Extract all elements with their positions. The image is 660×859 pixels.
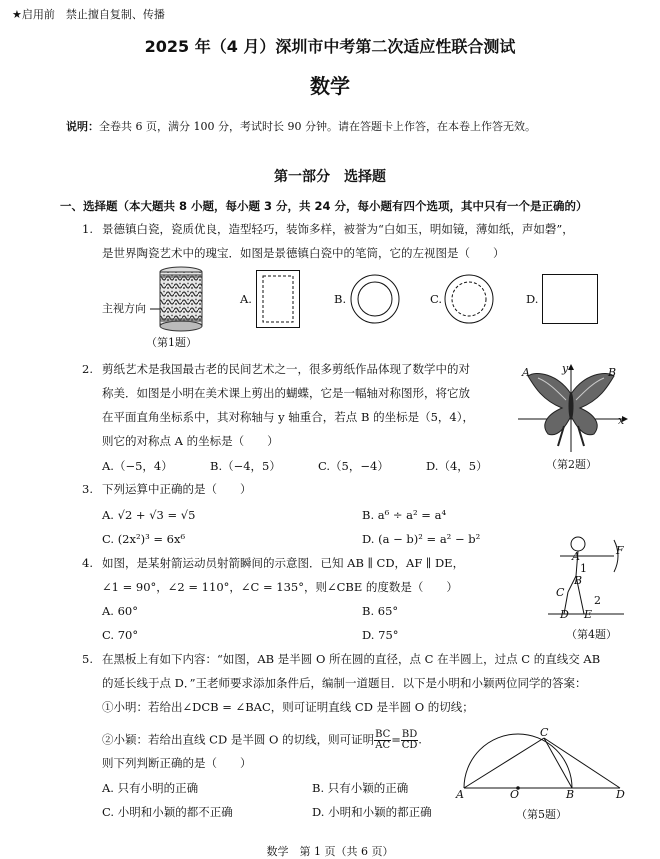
- q5-option-a[interactable]: A. 只有小明的正确: [102, 781, 199, 795]
- q1-line2: 是世界陶瓷艺术中的瑰宝．如图是景德镇白瓷中的笔筒，它的左视图是（ ）: [102, 246, 505, 260]
- q2-line3: 在平面直角坐标系中，其对称轴与 y 轴重合，若点 B 的坐标是（5，4），: [102, 410, 474, 424]
- q4-line1: 如图，是某射箭运动员射箭瞬间的示意图．已知 AB ∥ CD，AF ∥ DE，: [102, 556, 465, 570]
- q1-option-d-figure[interactable]: [542, 274, 598, 324]
- butterfly-label-a: A: [522, 366, 530, 379]
- q1-caption: （第1题）: [146, 336, 197, 349]
- q1-view-label: 主视方向: [102, 302, 146, 315]
- semicircle-label-b: B: [566, 788, 575, 801]
- instructions-text: 全卷共 6 页，满分 100 分，考试时长 90 分钟。请在答题卡上作答，在本卷上作答无效。: [99, 120, 536, 133]
- q2-caption: （第2题）: [546, 458, 597, 471]
- q2-line2: 称美．如图是小明在美术课上剪出的蝴蝶，它是一幅轴对称图形，将它放: [102, 386, 470, 400]
- q1-option-d-label: D.: [526, 292, 539, 306]
- q4-option-a[interactable]: A. 60°: [102, 604, 138, 618]
- butterfly-label-x: x: [618, 414, 625, 427]
- q1-number: 1.: [82, 222, 93, 236]
- q5-option-c[interactable]: C. 小明和小颖的都不正确: [102, 805, 233, 819]
- archer-label-d: D: [560, 608, 569, 621]
- q1-option-b-figure[interactable]: [350, 274, 400, 324]
- q2-option-d[interactable]: D.（4，5）: [426, 459, 488, 473]
- q5-equals: =: [391, 732, 401, 747]
- butterfly-label-b: B: [608, 366, 617, 379]
- q4-line2: ∠1 = 90°，∠2 = 110°，∠C = 135°，则∠CBE 的度数是（ ）: [102, 580, 458, 594]
- q5-fraction-bd-cd: [401, 730, 418, 751]
- subject-title: 数学: [310, 74, 350, 98]
- q1-option-c-label: C.: [430, 292, 443, 306]
- q5-frac1-num: BC: [375, 729, 391, 740]
- q5-line4-end: .: [418, 732, 422, 747]
- q2-number: 2.: [82, 362, 93, 376]
- q5-number: 5.: [82, 652, 93, 666]
- q2-option-a[interactable]: A.（−5，4）: [102, 459, 173, 473]
- pen-holder-image: [158, 266, 204, 332]
- semicircle-label-c: C: [540, 726, 549, 739]
- page-footer: 数学 第 1 页（共 6 页）: [266, 845, 394, 858]
- archer-label-two: 2: [594, 594, 601, 607]
- q1-option-a-label: A.: [240, 292, 252, 306]
- q4-option-b[interactable]: B. 65°: [362, 604, 399, 618]
- q4-option-d[interactable]: D. 75°: [362, 628, 399, 642]
- semicircle-label-d: D: [616, 788, 625, 801]
- archer-label-c: C: [556, 586, 565, 599]
- archer-label-e: E: [584, 608, 593, 621]
- part-title: 第一部分 选择题: [274, 169, 386, 185]
- q5-caption: （第5题）: [516, 808, 567, 821]
- q1-option-c-figure[interactable]: [444, 274, 494, 324]
- section-title: 一、选择题（本大题共 8 小题，每小题 3 分，共 24 分，每小题有四个选项，其中只有一个是正确的）: [60, 199, 588, 213]
- q2-option-b[interactable]: B.（−4，5）: [210, 459, 281, 473]
- q5-fraction-bc-ac: [374, 730, 391, 751]
- q5-line4: [102, 730, 422, 751]
- instructions-label: 说明：: [66, 120, 99, 133]
- exam-title: 2025 年（4 月）深圳市中考第二次适应性联合测试: [144, 37, 516, 56]
- q3-stem: 下列运算中正确的是（ ）: [102, 482, 252, 496]
- q3-option-d[interactable]: D. (a − b)² = a² − b²: [362, 532, 481, 546]
- q5-line2: 的延长线于点 D．”王老师要求添加条件后，编制一道题目．以下是小明和小颖两位同学的答案：: [102, 676, 587, 690]
- q3-option-b[interactable]: B. a⁶ ÷ a² = a⁴: [362, 508, 447, 522]
- archer-label-one: 1: [580, 562, 587, 575]
- instructions: [66, 118, 536, 134]
- q3-number: 3.: [82, 482, 93, 496]
- q1-option-a-figure[interactable]: [256, 270, 300, 328]
- q4-number: 4.: [82, 556, 93, 570]
- q1-line1: 景德镇白瓷，瓷质优良，造型轻巧，装饰多样，被誉为“白如玉，明如镜，薄如纸，声如磬”，: [102, 222, 574, 236]
- q2-option-c[interactable]: C.（5，−4）: [318, 459, 389, 473]
- exam-notice: ★启用前 禁止擅自复制、传播: [12, 8, 165, 21]
- q5-option-b[interactable]: B. 只有小颖的正确: [312, 781, 409, 795]
- q4-option-c[interactable]: C. 70°: [102, 628, 139, 642]
- q3-option-a[interactable]: A. √2 + √3 = √5: [102, 508, 196, 522]
- q2-line1: 剪纸艺术是我国最古老的民间艺术之一，很多剪纸作品体现了数学中的对: [102, 362, 470, 376]
- archer-label-a: A: [572, 550, 580, 563]
- semicircle-label-a: A: [456, 788, 464, 801]
- q5-line5: 则下列判断正确的是（ ）: [102, 756, 252, 770]
- q1-option-b-label: B.: [334, 292, 347, 306]
- q3-option-c[interactable]: C. (2x²)³ = 6x⁶: [102, 532, 186, 546]
- q5-line1: 在黑板上有如下内容：“如图，AB 是半圆 O 所在圆的直径，点 C 在半圆上，过点 C 的直线交 AB: [102, 652, 601, 666]
- archer-label-f: F: [616, 544, 624, 557]
- butterfly-label-y: y: [562, 362, 569, 375]
- q5-frac2-num: BD: [401, 729, 418, 740]
- q5-line4-text: ②小颖：若给出直线 CD 是半圆 O 的切线，则可证明: [102, 732, 375, 747]
- q5-line3: ①小明：若给出∠DCB = ∠BAC，则可证明直线 CD 是半圆 O 的切线；: [102, 700, 474, 714]
- q5-frac2-den: CD: [401, 740, 418, 751]
- q4-caption: （第4题）: [566, 628, 617, 641]
- semicircle-label-o: O: [510, 788, 520, 801]
- q2-line4: 则它的对称点 A 的坐标是（ ）: [102, 434, 279, 448]
- archer-label-b: B: [574, 574, 583, 587]
- q5-frac1-den: AC: [375, 740, 391, 751]
- q5-option-d[interactable]: D. 小明和小颖的都正确: [312, 805, 432, 819]
